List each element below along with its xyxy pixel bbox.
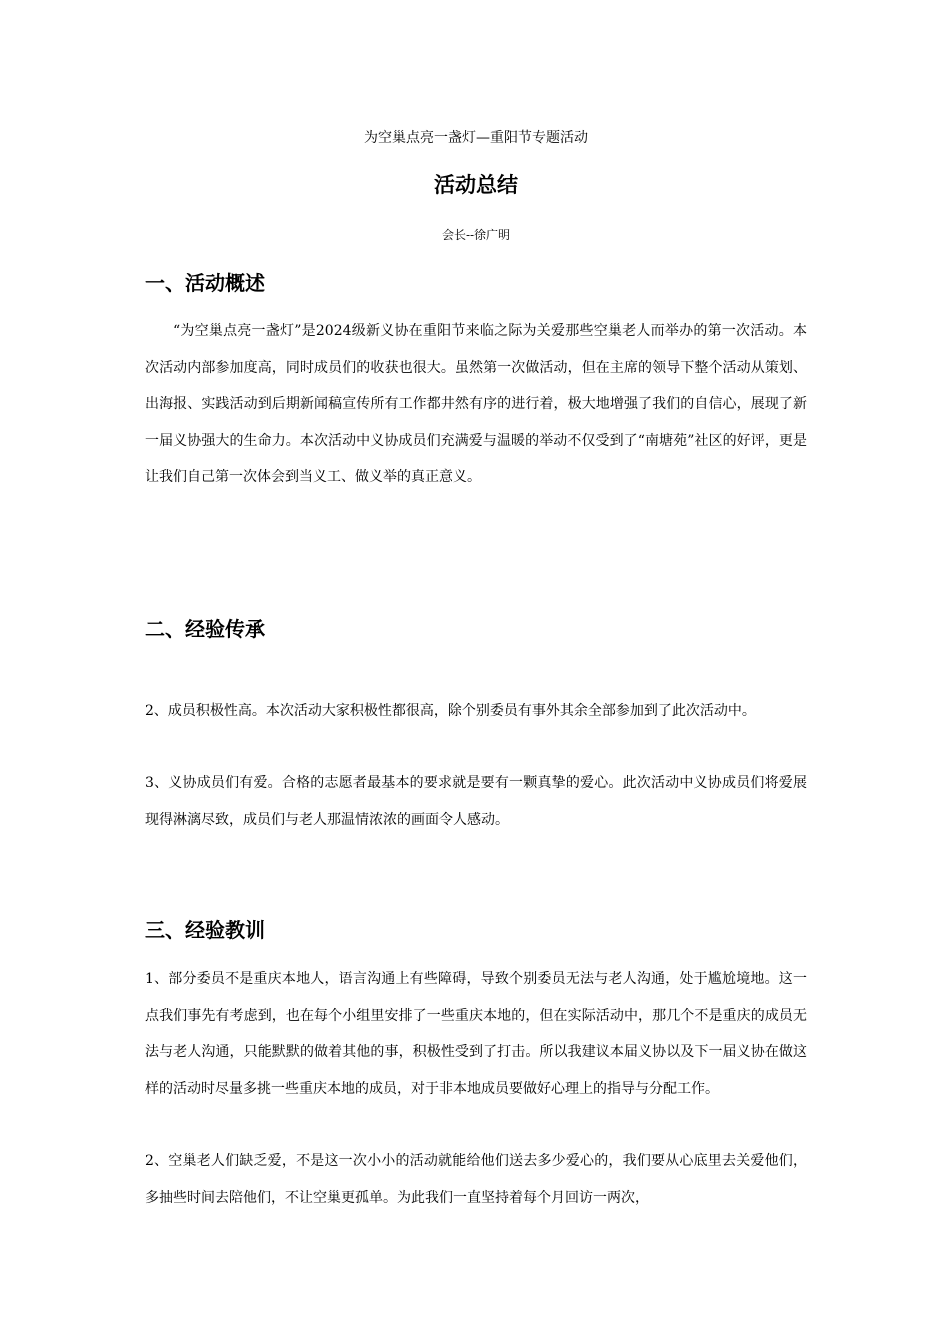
section-heading-overview: 一、活动概述	[145, 271, 265, 295]
lessons-item-1: 1、部分委员不是重庆本地人，语言沟通上有些障碍，导致个别委员无法与老人沟通，处于尴尬境地。这一点我们事先有考虑到，也在每个小组里安排了一些重庆本地的，但在实际活动中，那几个不是重庆的成员无法与老人沟通，只能默默的做着其他的事，积极性受到了打击。所以我建议本届义协以及下一届义协在做这样的活动时尽量多挑一些重庆本地的成员，对于非本地成员要做好心理上的指导与分配工作。	[145, 971, 807, 1097]
document-title: 活动总结	[434, 173, 518, 197]
overview-paragraph: “为空巢点亮一盏灯”是2024级新义协在重阳节来临之际为关爱那些空巢老人而举办的第一次活动。本次活动内部参加度高，同时成员们的收获也很大。虽然第一次做活动，但在主席的领导下整个活动从策划、出海报、实践活动到后期新闻稿宣传所有工作都井然有序的进行着，极大地增强了我们的自信心，展现了新一届义协强大的生命力。本次活动中义协成员们充满爱与温暖的举动不仅受到了“南塘苑”社区的好评，更是让我们自己第一次体会到当义工、做义举的真正意义。	[145, 323, 807, 485]
experience-item-3: 3、义协成员们有爱。合格的志愿者最基本的要求就是要有一颗真挚的爱心。此次活动中义协成员们将爱展现得淋漓尽致，成员们与老人那温情浓浓的画面令人感动。	[145, 775, 807, 828]
lessons-item-2: 2、空巢老人们缺乏爱，不是这一次小小的活动就能给他们送去多少爱心的，我们要从心底里去关爱他们，多抽些时间去陪他们，不让空巢更孤单。为此我们一直坚持着每个月回访一两次，	[145, 1153, 807, 1206]
section-heading-experience: 二、经验传承	[145, 617, 265, 641]
document-page	[145, 0, 807, 1344]
document-subtitle: 为空巢点亮一盏灯—重阳节专题活动	[364, 130, 588, 146]
experience-item-2: 2、成员积极性高。本次活动大家积极性都很高，除个别委员有事外其余全部参加到了此次活动中。	[145, 703, 756, 719]
document-author: 会长--徐广明	[441, 228, 511, 242]
section-heading-lessons: 三、经验教训	[145, 918, 265, 942]
